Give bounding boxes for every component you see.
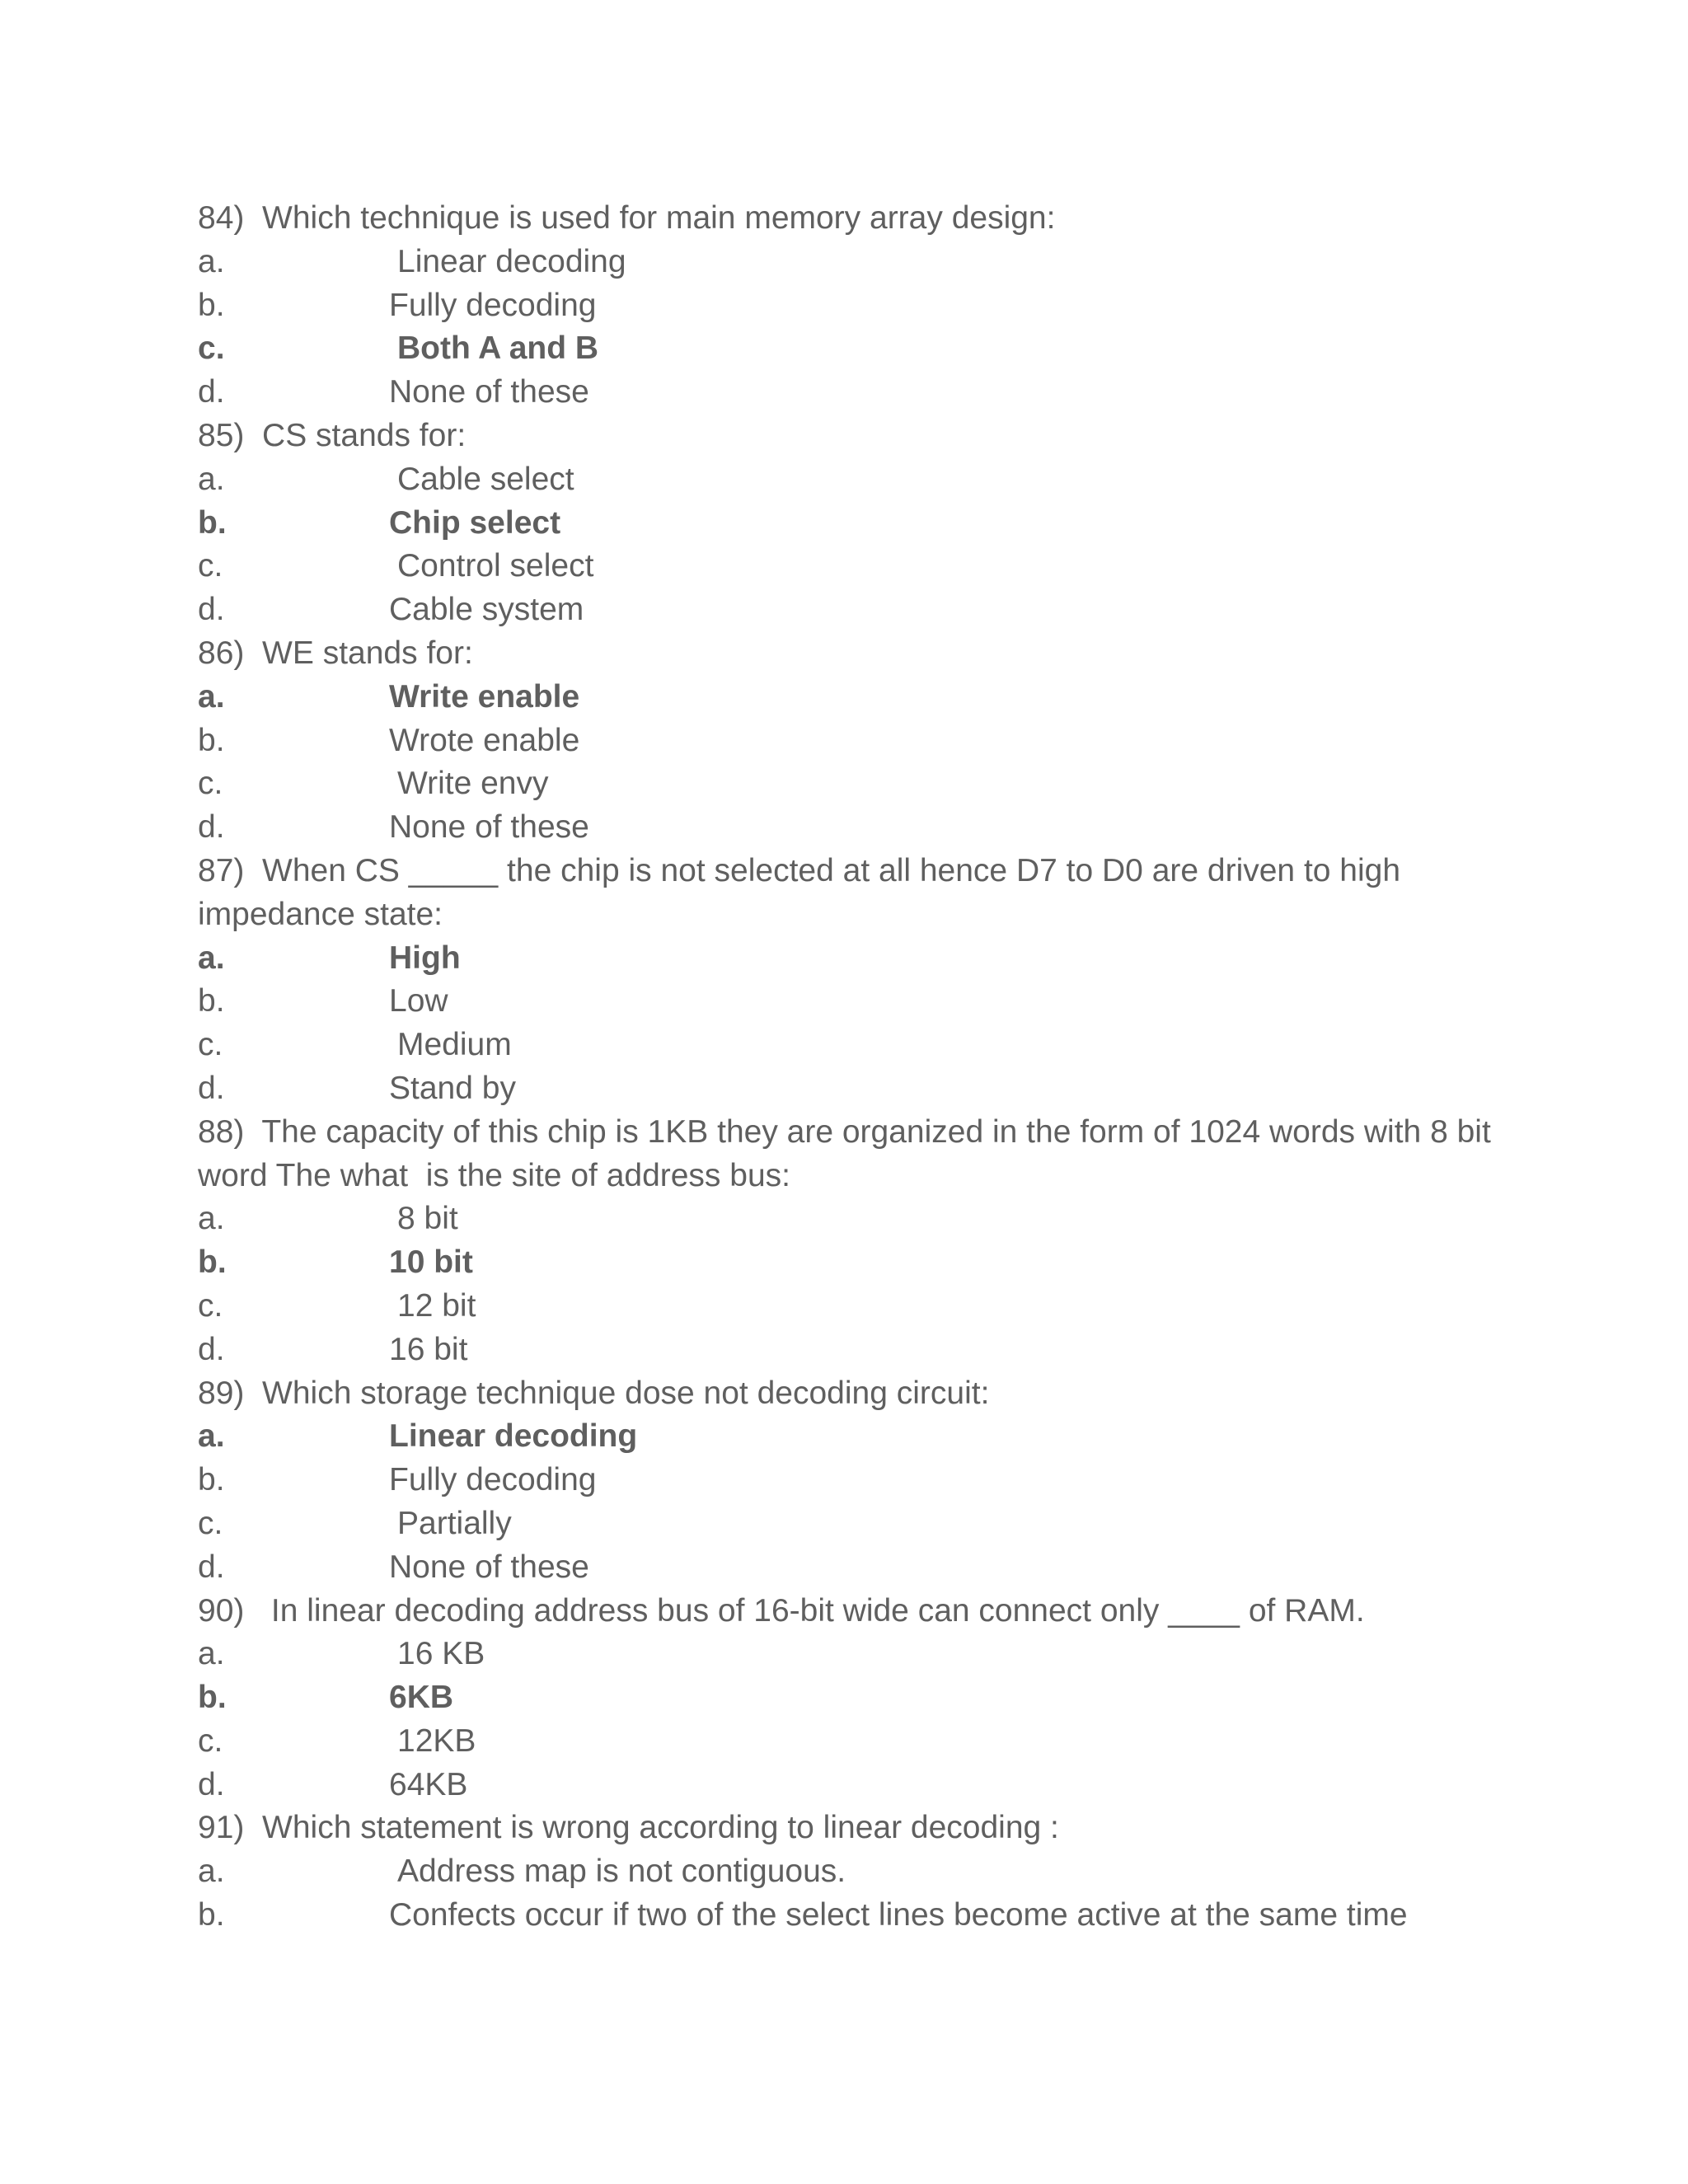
answer-option bbox=[198, 1329, 1533, 1372]
option-letter: b. bbox=[198, 983, 225, 1019]
option-letter: d. bbox=[198, 1070, 225, 1106]
option-text: 10 bit bbox=[389, 1244, 473, 1281]
answer-option bbox=[198, 545, 1533, 588]
question-text: When CS _____ the chip is not selected at all hence D7 to D0 are driven to high impedance state: bbox=[198, 852, 1409, 932]
option-text: 64KB bbox=[389, 1766, 468, 1802]
option-text: 12 bit bbox=[397, 1287, 476, 1324]
option-letter: b. bbox=[198, 722, 225, 758]
option-letter: a. bbox=[198, 1636, 225, 1672]
answer-option bbox=[198, 1720, 1533, 1764]
question-text: Which statement is wrong according to linear decoding : bbox=[262, 1810, 1059, 1846]
option-letter: c. bbox=[198, 1287, 223, 1324]
option-letter: d. bbox=[198, 1549, 225, 1585]
answer-option-correct bbox=[198, 327, 1533, 371]
answer-option-correct bbox=[198, 1241, 1533, 1285]
question-number: 84) bbox=[198, 200, 245, 236]
option-letter: a. bbox=[198, 678, 225, 715]
option-letter: d. bbox=[198, 1331, 225, 1367]
answer-option bbox=[198, 284, 1533, 328]
option-text: Wrote enable bbox=[389, 722, 580, 758]
answer-option bbox=[198, 1764, 1533, 1807]
option-text: Both A and B bbox=[397, 330, 599, 367]
question-stem bbox=[198, 1111, 1533, 1198]
answer-option bbox=[198, 1285, 1533, 1329]
question-number: 87) bbox=[198, 852, 245, 888]
option-text: Cable select bbox=[397, 461, 574, 497]
question-text: CS stands for: bbox=[262, 417, 467, 453]
answer-option bbox=[198, 1894, 1533, 1938]
answer-option bbox=[198, 241, 1533, 284]
question-stem bbox=[198, 1807, 1533, 1850]
question-text: The capacity of this chip is 1KB they are organized in the form of 1024 words with 8 bit word The what is the site of address bus: bbox=[198, 1113, 1500, 1193]
option-text: None of these bbox=[389, 1549, 589, 1585]
option-letter: c. bbox=[198, 1722, 223, 1759]
option-text: Medium bbox=[397, 1027, 512, 1063]
option-letter: b. bbox=[198, 287, 225, 323]
option-text: Fully decoding bbox=[389, 1462, 597, 1498]
answer-option bbox=[198, 1197, 1533, 1241]
option-letter: a. bbox=[198, 1854, 225, 1890]
option-text: Write enable bbox=[389, 678, 580, 715]
option-text: None of these bbox=[389, 374, 589, 410]
question-text: In linear decoding address bus of 16-bit wide can connect only ____ of RAM. bbox=[262, 1592, 1365, 1629]
option-letter: c. bbox=[198, 330, 225, 367]
option-text: Low bbox=[389, 983, 448, 1019]
question-stem bbox=[198, 197, 1533, 241]
option-letter: b. bbox=[198, 504, 227, 541]
question-number: 85) bbox=[198, 417, 245, 453]
option-text: Control select bbox=[397, 548, 594, 584]
option-text: 16 KB bbox=[397, 1636, 485, 1672]
answer-option bbox=[198, 458, 1533, 502]
option-text: 16 bit bbox=[389, 1331, 468, 1367]
option-text: Chip select bbox=[389, 504, 561, 541]
option-letter: b. bbox=[198, 1680, 227, 1716]
question-number: 91) bbox=[198, 1810, 245, 1846]
answer-option bbox=[198, 1546, 1533, 1590]
option-letter: a. bbox=[198, 940, 225, 976]
option-text: High bbox=[389, 940, 461, 976]
option-letter: a. bbox=[198, 1201, 225, 1237]
question-stem bbox=[198, 632, 1533, 676]
option-text: 12KB bbox=[397, 1722, 476, 1759]
question-text: WE stands for: bbox=[262, 635, 473, 671]
question-stem bbox=[198, 1372, 1533, 1416]
answer-option bbox=[198, 1850, 1533, 1894]
answer-option-correct bbox=[198, 1415, 1533, 1459]
option-letter: a. bbox=[198, 1418, 225, 1455]
question-stem bbox=[198, 415, 1533, 458]
option-letter: c. bbox=[198, 1027, 223, 1063]
question-text: Which technique is used for main memory array design: bbox=[262, 200, 1056, 236]
option-letter: a. bbox=[198, 461, 225, 497]
option-letter: d. bbox=[198, 592, 225, 628]
option-letter: b. bbox=[198, 1897, 225, 1933]
question-number: 90) bbox=[198, 1592, 245, 1629]
option-text: Address map is not contiguous. bbox=[397, 1854, 846, 1890]
answer-option bbox=[198, 1024, 1533, 1067]
option-letter: b. bbox=[198, 1244, 227, 1281]
option-letter: b. bbox=[198, 1462, 225, 1498]
answer-option bbox=[198, 719, 1533, 763]
option-letter: d. bbox=[198, 1766, 225, 1802]
option-letter: c. bbox=[198, 766, 223, 802]
answer-option bbox=[198, 980, 1533, 1024]
option-text: 8 bit bbox=[397, 1201, 458, 1237]
option-text: Stand by bbox=[389, 1070, 516, 1106]
option-text: Write envy bbox=[397, 766, 549, 802]
option-text: Fully decoding bbox=[389, 287, 597, 323]
option-letter: a. bbox=[198, 243, 225, 279]
answer-option bbox=[198, 1502, 1533, 1546]
option-letter: c. bbox=[198, 548, 223, 584]
answer-option bbox=[198, 1633, 1533, 1676]
answer-option bbox=[198, 1067, 1533, 1111]
answer-option-correct bbox=[198, 937, 1533, 981]
answer-option-correct bbox=[198, 1676, 1533, 1720]
answer-option-correct bbox=[198, 502, 1533, 546]
question-number: 88) bbox=[198, 1113, 245, 1150]
question-list bbox=[198, 197, 1533, 1938]
option-letter: c. bbox=[198, 1505, 223, 1541]
answer-option bbox=[198, 806, 1533, 850]
answer-option-correct bbox=[198, 676, 1533, 719]
option-text: 6KB bbox=[389, 1680, 454, 1716]
answer-option bbox=[198, 371, 1533, 415]
question-number: 89) bbox=[198, 1375, 245, 1411]
option-text: Linear decoding bbox=[389, 1418, 638, 1455]
answer-option bbox=[198, 588, 1533, 632]
option-text: Linear decoding bbox=[397, 243, 626, 279]
question-stem bbox=[198, 1590, 1533, 1633]
option-letter: d. bbox=[198, 374, 225, 410]
question-text: Which storage technique dose not decoding circuit: bbox=[262, 1375, 990, 1411]
question-stem bbox=[198, 850, 1533, 937]
option-text: Confects occur if two of the select lines become active at the same time bbox=[389, 1897, 1408, 1933]
question-number: 86) bbox=[198, 635, 245, 671]
answer-option bbox=[198, 762, 1533, 806]
option-text: None of these bbox=[389, 809, 589, 846]
option-text: Cable system bbox=[389, 592, 584, 628]
option-text: Partially bbox=[397, 1505, 512, 1541]
option-letter: d. bbox=[198, 809, 225, 846]
answer-option bbox=[198, 1459, 1533, 1502]
